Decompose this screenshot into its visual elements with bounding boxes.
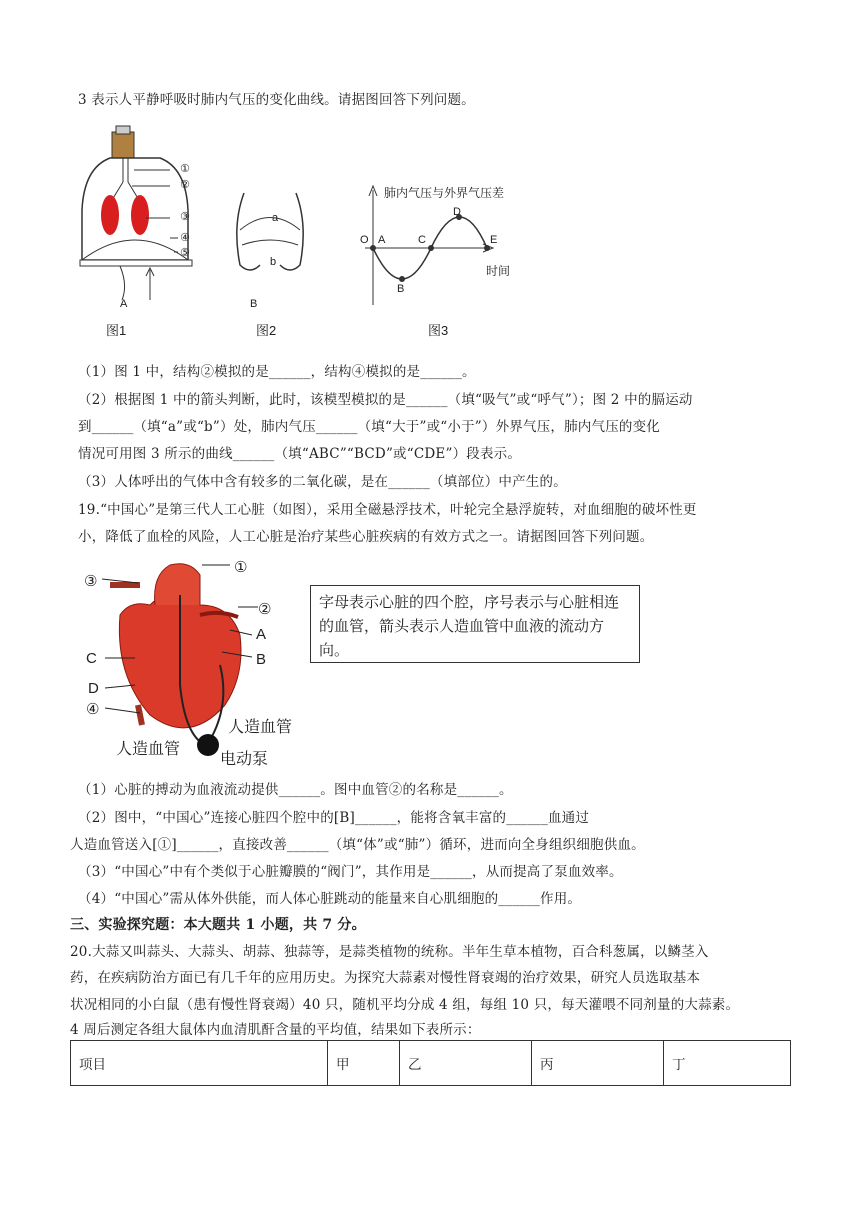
q20-a: 20.大蒜又叫蒜头、大蒜头、胡蒜、独蒜等，是蒜类植物的统称。半年生草本植物，百合科葱属，以鳞茎入 (70, 944, 709, 960)
fig3-point-O: O (360, 234, 369, 246)
heart-label-4: ④ (86, 701, 100, 718)
electric-pump (197, 734, 219, 756)
q19-2a: （2）图中，“中国心”连接心脏四个腔中的[B]______，能将含氧丰富的______血通过 (78, 810, 590, 826)
fig1-caption: 图1 (106, 323, 127, 338)
results-table (70, 1040, 791, 1086)
heart-vessel-label-right: 人造血管 (228, 719, 293, 736)
table-header-row (71, 1041, 791, 1086)
fig3-ylabel: 肺内气压与外界气压差 (384, 186, 505, 200)
aorta (155, 564, 200, 605)
q18-1: （1）图 1 中，结构②模拟的是______，结构④模拟的是______。 (78, 364, 476, 380)
fig1-label-2: ② (180, 179, 190, 191)
fig1-label-1: ① (180, 163, 190, 175)
q18-3: （3）人体呼出的气体中含有较多的二氧化碳，是在______（填部位）中产生的。 (78, 474, 567, 490)
q19-2b: 人造血管送入[①]______，直接改善______（填“体”或“肺”）循环，进而向全身组织细胞供血。 (70, 837, 645, 853)
heart-note-box: 字母表示心脏的四个腔，序号表示与心脏相连的血管，箭头表示人造血管中血液的流动方向。 (310, 585, 640, 663)
pump-label: 电动泵 (220, 751, 269, 768)
q19-b: 小，降低了血栓的风险，人工心脏是治疗某些心脏疾病的有效方式之一。请据图回答下列问题。 (78, 529, 654, 545)
table-header-yi: 乙 (400, 1041, 532, 1086)
heart-vessel-label-left: 人造血管 (116, 741, 181, 758)
balloon-right (131, 195, 149, 235)
q19-1: （1）心脏的搏动为血液流动提供______。图中血管②的名称是______。 (78, 782, 513, 798)
figure-2-diaphragm (230, 185, 310, 285)
heart-label-D: D (88, 680, 99, 697)
balloon-left (101, 195, 119, 235)
heart-label-1: ① (234, 559, 248, 576)
q19-4: （4）“中国心”需从体外供能，而人体心脏跳动的能量来自心肌细胞的______作用。 (78, 891, 582, 907)
intro-line: 3 表示人平静呼吸时肺内气压的变化曲线。请据图回答下列问题。 (78, 92, 475, 108)
stopper (112, 132, 134, 158)
q19-3: （3）“中国心”中有个类似于心脏瓣膜的“阀门”，其作用是______，从而提高了泵血效率。 (78, 864, 623, 880)
q18-2c: 情况可用图 3 所示的曲线______（填“ABC”“BCD”或“CDE”）段表示。 (78, 446, 522, 462)
table-header-item: 项目 (71, 1041, 328, 1086)
fig2-letter: B (250, 298, 258, 310)
table-header-jia: 甲 (328, 1041, 400, 1086)
fig1-label-4: ④ (180, 232, 190, 244)
fig1-label-3: ③ (180, 211, 190, 223)
fig2-b: b (270, 256, 277, 268)
fig3-caption: 图3 (428, 323, 449, 338)
rubber-membrane (82, 240, 188, 260)
q18-2b: 到______（填“a”或“b”）处，肺内气压______（填“大于”或“小于”）外界气压，肺内气压的变化 (78, 419, 661, 435)
fig2-a: a (272, 212, 279, 224)
heart-label-B: B (256, 651, 267, 668)
heart-label-C: C (86, 650, 97, 667)
q20-d: 4 周后测定各组大鼠体内血清肌酐含量的平均值，结果如下表所示： (70, 1022, 481, 1038)
diaphragm-b (242, 240, 298, 245)
q18-2a: （2）根据图 1 中的箭头判断，此时，该模型模拟的是______（填“吸气”或“呼气”）；图 2 中的膈运动 (78, 392, 693, 408)
heart-label-2: ② (258, 601, 272, 618)
heart-label-A: A (256, 626, 267, 643)
table-header-ding: 丁 (664, 1041, 791, 1086)
q19-a: 19.“中国心”是第三代人工心脏（如图），采用全磁悬浮技术，叶轮完全悬浮旋转，对血细胞的破坏性更 (78, 502, 697, 518)
figure-1-bell-jar (70, 120, 220, 340)
section-3-heading: 三、实验探究题：本大题共 1 小题，共 7 分。 (70, 917, 366, 933)
table-header-bing: 丙 (532, 1041, 664, 1086)
fig3-point-C: C (418, 234, 426, 246)
diaphragm-a (240, 218, 300, 231)
fig3-point-A: A (378, 234, 386, 246)
fig3-point-D: D (453, 206, 461, 218)
fig3-point-B: B (397, 283, 405, 295)
q20-b: 药，在疾病防治方面已有几千年的应用历史。为探究大蒜素对慢性肾衰竭的治疗效果，研究人员选取基本 (70, 970, 701, 986)
fig3-point-E: E (490, 234, 498, 246)
q20-c: 状况相同的小白鼠（患有慢性肾衰竭）40 只，随机平均分成 4 组，每组 10 只，每天灌喂不同剂量的大蒜素。 (70, 997, 740, 1013)
fig1-letter: A (120, 298, 128, 310)
heart-label-3: ③ (84, 573, 98, 590)
fig1-label-5: ⑤ (180, 247, 190, 259)
fig3-xlabel: 时间 (486, 264, 511, 278)
fig2-caption: 图2 (256, 323, 277, 338)
